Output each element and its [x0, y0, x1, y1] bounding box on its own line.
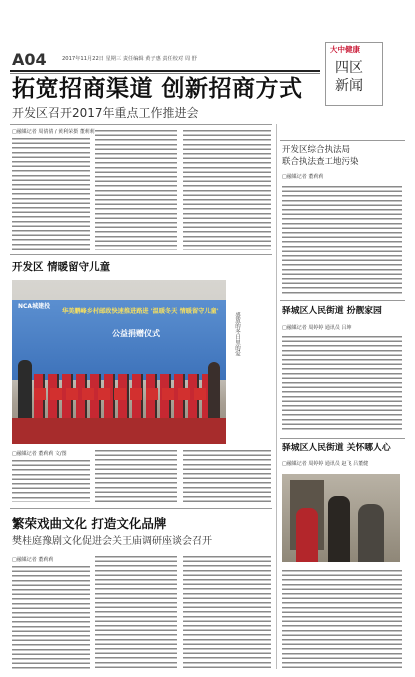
- photo-body-col3: [183, 450, 271, 502]
- right-mid-body: [282, 336, 402, 432]
- photo-banner-sub: 公益捐赠仪式: [112, 329, 160, 338]
- photo-body-col1: [12, 460, 90, 502]
- lead-body-col3: [183, 130, 271, 250]
- right-bottom-photo: [282, 474, 400, 562]
- photo-body-col2: [95, 450, 177, 502]
- column-separator: [276, 124, 277, 669]
- right-top-body: [282, 186, 402, 294]
- event-photo: [12, 280, 226, 444]
- page-number: A04: [12, 50, 47, 69]
- section-box: [325, 42, 383, 106]
- right-bottom-byline: □融媒记者 周婷婷 通讯员 赵飞 吕董健: [282, 461, 369, 467]
- right-top-byline: □融媒记者 董莉莉: [282, 174, 324, 180]
- photo-adult-right: [208, 362, 220, 418]
- right-mid-byline: □融媒记者 周婷婷 通讯员 吕坤: [282, 325, 352, 331]
- header-thin-rule: [10, 73, 320, 74]
- right-bottom-rule: [280, 438, 405, 439]
- lead-subhead: 开发区召开2017年重点工作推进会: [12, 106, 199, 120]
- lead-headline: 拓宽招商渠道 创新招商方式: [12, 76, 303, 102]
- photo-adult-left: [18, 360, 32, 418]
- right-top-rule: [280, 140, 405, 141]
- photo-certificates: [34, 388, 214, 400]
- photo-header-rule: [10, 254, 272, 255]
- photo-story-header: 开发区 情暖留守儿童: [12, 261, 111, 273]
- photo-banner-main: 华美鹏峰乡村邮政快速推进路进 '温暖冬天 情暖留守儿童': [62, 308, 219, 315]
- photo-logo: NCA城建投: [18, 303, 51, 310]
- right-top-headline-2: 联合执法查工地污染: [282, 157, 359, 167]
- lead-divider: [10, 124, 272, 125]
- photo-person-elder: [358, 504, 384, 562]
- lead-byline: □融媒记者 周倩倩 / 黄利荣摄 董莉莉: [12, 129, 95, 135]
- bottom-body-col3: [183, 556, 271, 670]
- right-mid-headline: 驿城区人民街道 扮靓家园: [282, 306, 382, 316]
- header-rule: [10, 70, 320, 72]
- right-top-headline-1: 开发区综合执法局: [282, 145, 351, 155]
- photo-carpet: [12, 418, 226, 444]
- bottom-body-col2: [95, 556, 177, 670]
- right-bottom-headline: 驿城区人民街道 关怀哪人心: [282, 443, 391, 453]
- photo-person-red: [296, 508, 318, 562]
- lead-body-col1: [12, 138, 90, 250]
- issue-meta: 2017年11月22日 星期三 责任编辑 黄子惠 责任校对 周 舒: [62, 56, 197, 62]
- section-title: 四区新闻: [335, 60, 363, 94]
- bottom-subhead: 樊桂庭豫剧文化促进会关王庙调研座谈会召开: [12, 536, 212, 547]
- bottom-headline: 繁荣戏曲文化 打造文化品牌: [12, 516, 167, 531]
- lead-body-col2: [95, 130, 177, 250]
- bottom-byline: □融媒记者 董莉莉: [12, 557, 54, 563]
- brand-logo: 大中健康: [330, 45, 360, 54]
- bottom-body-col1: [12, 566, 90, 670]
- bottom-rule: [10, 508, 272, 509]
- right-mid-rule: [280, 300, 405, 301]
- right-bottom-body: [282, 570, 402, 670]
- photo-person-dark: [328, 496, 350, 562]
- photo-story-byline: □融媒记者 董莉莉 文/图: [12, 451, 67, 457]
- photo-side-caption: 盛放的冬日里的爱: [234, 312, 240, 356]
